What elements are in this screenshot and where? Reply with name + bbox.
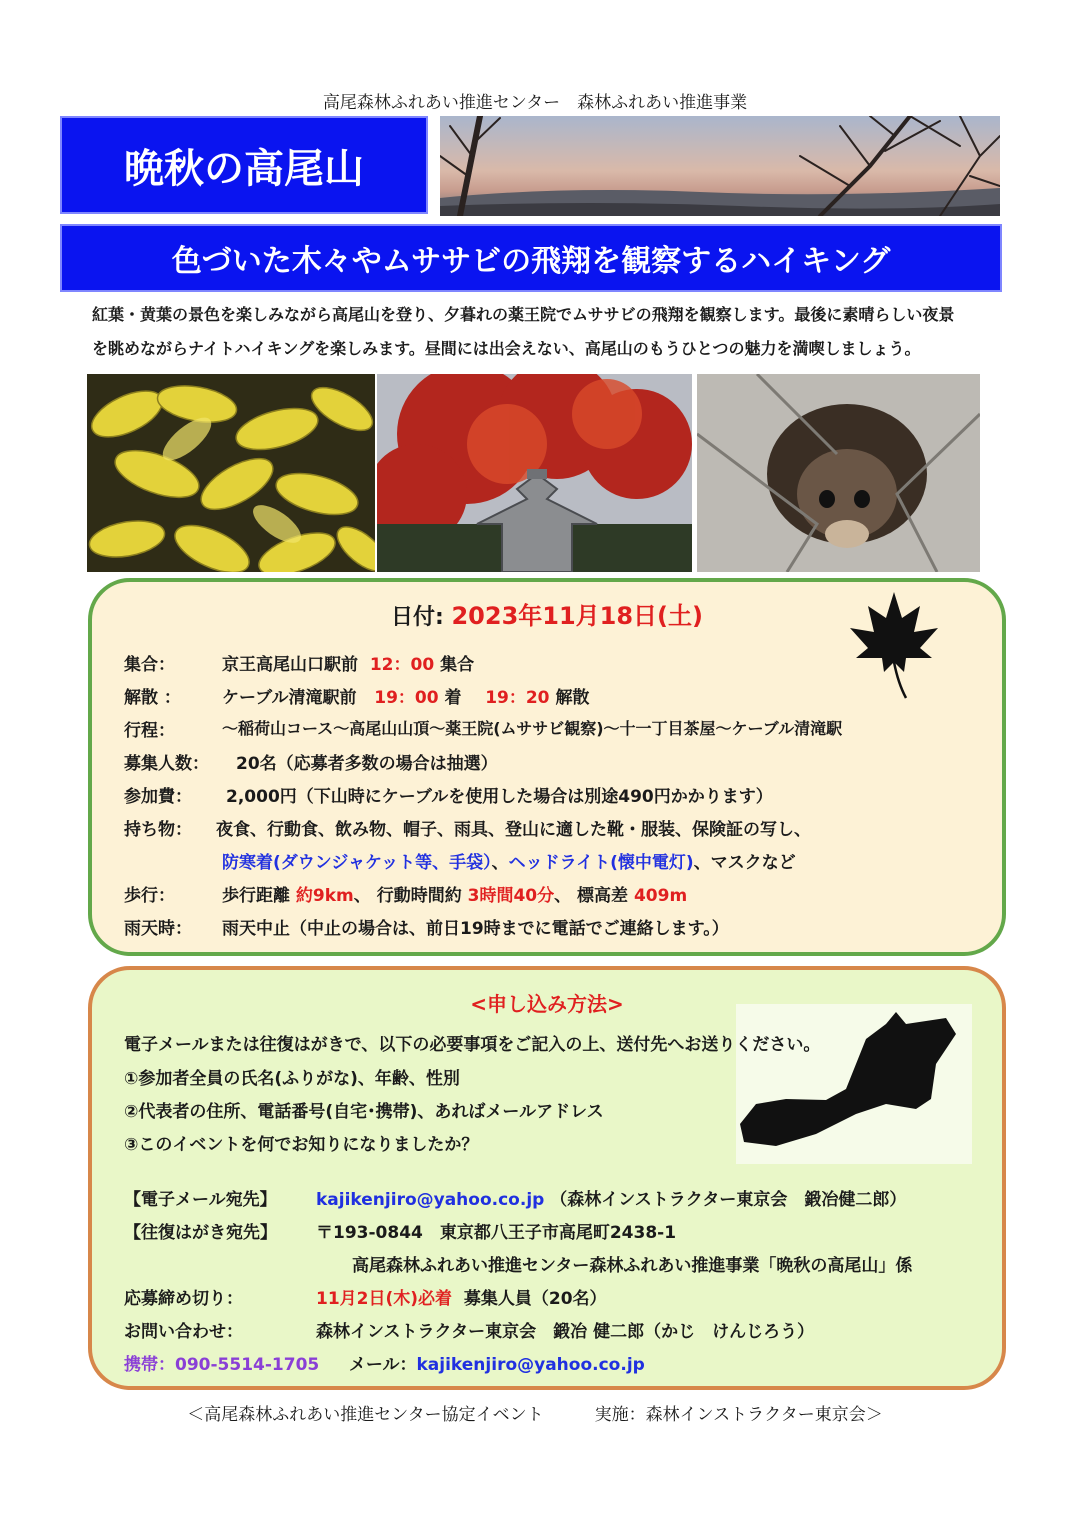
yellow-leaves-photo xyxy=(87,374,375,572)
arrive-time: 19：00 xyxy=(374,688,439,708)
meet-time: 12：00 xyxy=(369,655,435,675)
email-dest-line xyxy=(316,1185,906,1210)
email-note: （森林インストラクター東京会 鍛冶健二郎） xyxy=(550,1190,907,1210)
walk-time: 3時間40分 xyxy=(467,886,555,906)
rain-value: 雨天中止（中止の場合は、前日19時までに電話でご連絡します。） xyxy=(222,919,729,939)
walk-value xyxy=(222,881,687,906)
items-warm-clothes: 防寒着(ダウンジャケット等、手袋） xyxy=(222,853,492,873)
route-label: 行程： xyxy=(124,721,175,741)
capacity-value: 20名（応募者多数の場合は抽選） xyxy=(236,754,498,774)
walk-distance-label: 歩行距離 xyxy=(222,886,290,906)
postcard-dest-label: 【往復はがき宛先】 xyxy=(124,1223,277,1243)
items-separator: 、 xyxy=(491,853,509,873)
walk-label: 歩行： xyxy=(124,886,175,906)
meet-label: 集合： xyxy=(124,655,175,675)
organizer-line: 高尾森林ふれあい推進センター 森林ふれあい推進事業 xyxy=(322,93,748,113)
items-label: 持ち物： xyxy=(124,820,192,840)
application-item-2: ②代表者の住所、電話番号(自宅･携帯)、あればメールアドレス xyxy=(124,1102,604,1122)
capacity-label: 募集人数： xyxy=(124,754,209,774)
deadline-value: 11月2日(木)必着 xyxy=(316,1289,453,1309)
application-title: <申し込み方法> xyxy=(470,992,624,1016)
meet-value xyxy=(222,650,474,675)
walk-elevation-label: 、 標高差 xyxy=(554,886,629,906)
contact-value: 森林インストラクター東京会 鍛冶 健二郎（かじ けんじろう） xyxy=(316,1322,815,1342)
application-item-1: ①参加者全員の氏名(ふりがな)、年齢、性別 xyxy=(124,1069,460,1089)
email-link[interactable]: kajikenjiro@yahoo.co.jp xyxy=(316,1190,545,1210)
items-value-2 xyxy=(222,848,796,873)
application-item-3: ③このイベントを何でお知りになりましたか？ xyxy=(124,1135,479,1155)
rain-label: 雨天時： xyxy=(124,919,192,939)
intro-line-1: 紅葉・黄葉の景色を楽しみながら高尾山を登り、夕暮れの薬王院でムササビの飛翔を観察します。最後に素晴らしい夜景 xyxy=(92,305,955,324)
mail-link[interactable]: kajikenjiro@yahoo.co.jp xyxy=(416,1355,645,1375)
dismiss-label: 解散 ： xyxy=(124,688,181,708)
dismiss-place: ケーブル清滝駅前 xyxy=(222,688,357,708)
mobile-number-link[interactable]: 090-5514-1705 xyxy=(175,1355,320,1375)
subtitle-banner: 色づいた木々やムササビの飛翔を観察するハイキング xyxy=(60,224,1002,292)
route-value: ～稲荷山コース～高尾山山頂～薬王院(ムササビ観察)～十一丁目茶屋～ケーブル清滝駅 xyxy=(222,719,843,738)
dismiss-value xyxy=(222,683,589,708)
walk-distance: 約9km xyxy=(295,886,354,906)
deadline-line xyxy=(316,1284,607,1309)
fee-value: 2,000円（下山時にケーブルを使用した場合は別途490円かかります） xyxy=(226,787,773,807)
walk-time-label: 、 行動時間約 xyxy=(353,886,462,906)
arrive-suffix: 着 xyxy=(444,688,462,708)
postcard-recipient: 高尾森林ふれあい推進センター森林ふれあい推進事業「晩秋の高尾山」係 xyxy=(352,1256,913,1276)
deadline-note: 募集人員（20名） xyxy=(463,1289,607,1309)
intro-text xyxy=(92,298,1022,366)
maple-leaf-icon xyxy=(846,588,942,700)
flying-squirrel-silhouette-icon xyxy=(736,1004,972,1164)
mobile-line xyxy=(124,1350,645,1375)
page-title: 晩秋の高尾山 xyxy=(60,116,428,214)
contact-label: お問い合わせ： xyxy=(124,1322,243,1342)
flying-squirrel-photo xyxy=(697,374,980,572)
footer-note: ＜高尾森林ふれあい推進センター協定イベント 実施：森林インストラクター東京会＞ xyxy=(187,1405,883,1425)
meet-suffix: 集合 xyxy=(440,655,475,675)
dismiss-suffix: 解散 xyxy=(555,688,590,708)
intro-line-2: を眺めながらナイトハイキングを楽しみます。昼間には出会えない、高尾山のもうひとつの魅力を満喫しましょう。 xyxy=(92,339,921,358)
mail-label: メール： xyxy=(348,1355,417,1375)
deadline-label: 応募締め切り： xyxy=(124,1289,243,1309)
mobile-label: 携帯： xyxy=(124,1355,175,1375)
fee-label: 参加費： xyxy=(124,787,192,807)
dismiss-time: 19：20 xyxy=(485,688,550,708)
postcard-address: 〒193-0844 東京都八王子市高尾町2438-1 xyxy=(316,1223,677,1243)
date-value: 2023年11月18日(土) xyxy=(451,602,703,630)
red-maple-temple-photo xyxy=(377,374,692,572)
application-lead: 電子メールまたは往復はがきで、以下の必要事項をご記入の上、送付先へお送りください。 xyxy=(124,1035,821,1055)
items-tail: 、マスクなど xyxy=(693,853,796,873)
date-label: 日付: xyxy=(390,605,444,630)
items-value-1: 夜食、行動食、飲み物、帽子、雨具、登山に適した靴・服装、保険証の写し、 xyxy=(216,820,811,840)
sunset-tree-photo xyxy=(440,116,1000,216)
items-headlight: ヘッドライト(懐中電灯) xyxy=(508,853,694,873)
walk-elevation: 409m xyxy=(633,886,688,906)
email-dest-label: 【電子メール宛先】 xyxy=(124,1190,277,1210)
meet-place: 京王高尾山口駅前 xyxy=(222,655,358,675)
